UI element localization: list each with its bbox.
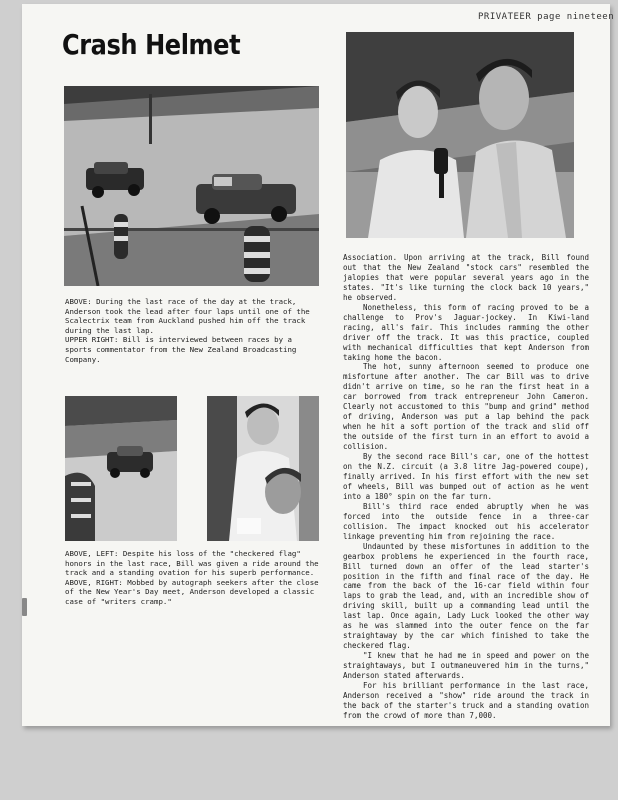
photo-autographs xyxy=(207,396,319,541)
caption-lower-photos xyxy=(65,549,323,607)
caption-race-photos xyxy=(65,297,323,364)
article-paragraph: By the second race Bill's car, one of the hottest on the N.Z. circuit (a 3.8 litre Jag-powered coupe), finally arrived. In his first effort with the new set of wheels, Bill was bumped out of action as he went into a 180° spin on the far turn. xyxy=(343,452,589,501)
article-title: Crash Helmet xyxy=(62,28,241,61)
article-paragraph: Nonetheless, this form of racing proved to be a challenge to Prov's Jaguar-jockey. In Kiwi-land racing, all's fair. This includes ramming the other driver off the track. It was this practice, coupled with mechanical difficulties that kept Anderson from taking home the bacon. xyxy=(343,302,589,362)
photo-interview xyxy=(346,32,574,238)
article-paragraph: Bill's third race ended abruptly when he was forced into the outside fence in a three-car collision. The impact knocked out his accelerator linkage preventing him from rejoining the race. xyxy=(343,501,589,541)
caption-above-left: ABOVE, LEFT: Despite his loss of the "checkered flag" honors in the last race, Bill was given a ride around the track and a standing ovation for his superb performance. xyxy=(65,549,319,578)
binder-clip xyxy=(22,598,27,616)
article-paragraph: Undaunted by these misfortunes in addition to the gearbox problems he experienced in the fourth race, Bill turned down an offer of the lead starter's position in the fifth and final race of the day. He came from the back of the 16-car field within four laps to grab the lead, and, with an incredible show of driving skill, built up a commanding lead until the last lap. Once again, Lady Luck looked the other way as he was slammed into the outer fence on the far straightaway by the car which finished to take the checkered flag. xyxy=(343,541,589,651)
article-paragraph: Association. Upon arriving at the track, Bill found out that the New Zealand "stock cars" resembled the jalopies that were popular several years ago in the states. "It's like turning the clock back 10 years," he observed. xyxy=(343,253,589,302)
photo-race-track xyxy=(64,86,319,286)
article-paragraph: "I knew that he had me in speed and power on the straightaways, but I outmaneuvered him in the turns," Anderson stated afterwards. xyxy=(343,651,589,681)
photo-victory-lap xyxy=(65,396,177,541)
article-body xyxy=(343,253,589,721)
caption-upper-right: UPPER RIGHT: Bill is interviewed between races by a sports commentator from the New Zealand Broadcasting Company. xyxy=(65,335,297,364)
article-paragraph: The hot, sunny afternoon seemed to produce one misfortune after another. The car Bill was to drive didn't arrive on time, so he ran the first heat in a car borrowed from track entrepreneur John Cameron. Clearly not accustomed to this "bump and grind" method of driving, Anderson was put a lap behind the pack when he hit a soft portion of the track and slid off the outside of the first turn in an effort to avoid a collision. xyxy=(343,362,589,452)
caption-above-right: ABOVE, RIGHT: Mobbed by autograph seekers after the close of the New Year's Day meet, Anderson developed a classic case of "writers cramp." xyxy=(65,577,319,606)
caption-above: ABOVE: During the last race of the day at the track, Anderson took the lead after four laps until one of the Scalectrix team from Auckland pushed him off the track during the last lap. xyxy=(65,297,310,335)
page-header: PRIVATEER page nineteen xyxy=(478,12,615,22)
article-paragraph: For his brilliant performance in the last race, Anderson received a "show" ride around the track in the back of the starter's truck and a standing ovation from the crowd of more than 7,000. xyxy=(343,680,589,720)
